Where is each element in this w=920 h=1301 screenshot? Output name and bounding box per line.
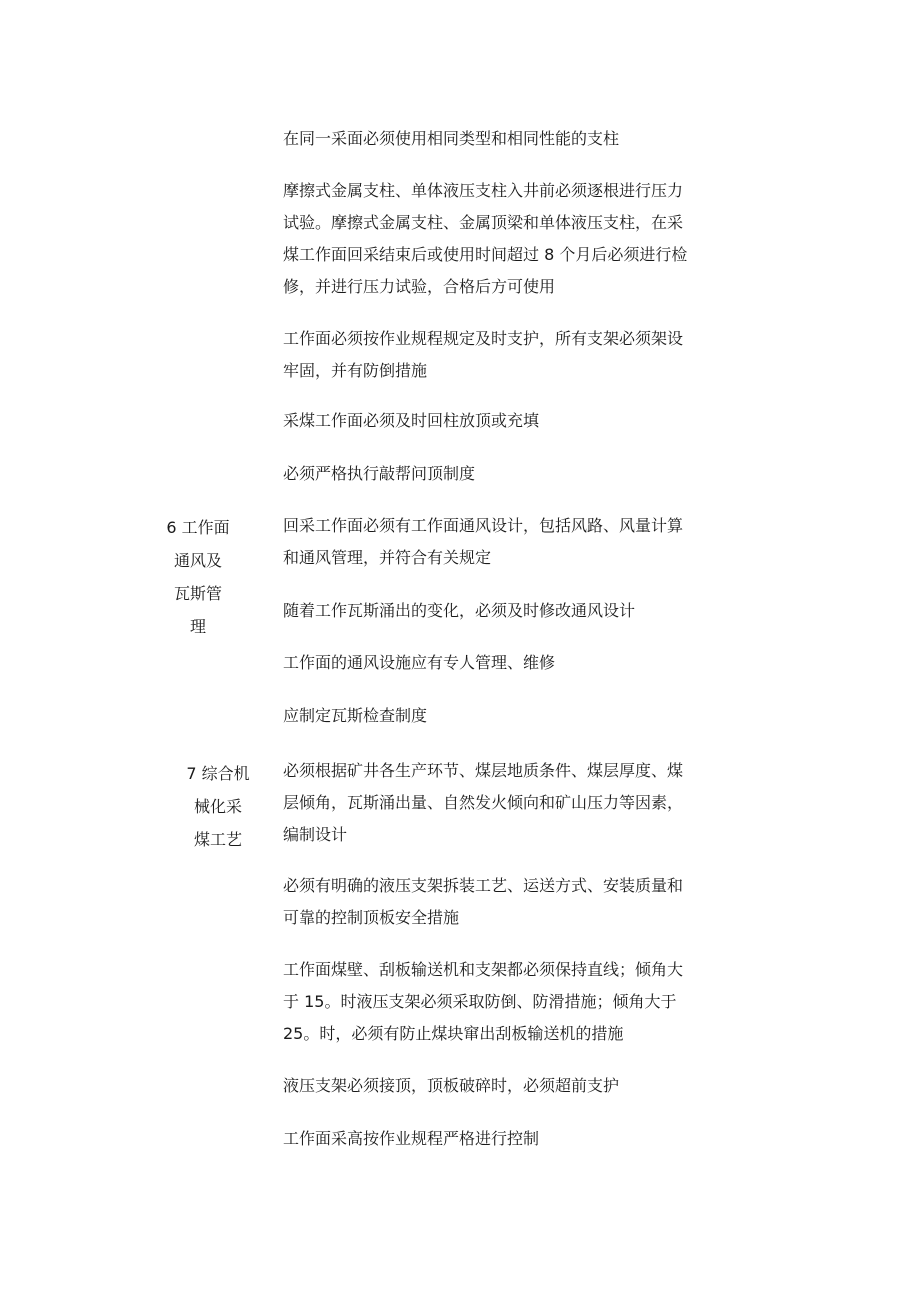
label-line: 械化采: [193, 797, 242, 816]
section-6-paragraph: [283, 510, 713, 574]
label-line: 理: [189, 617, 206, 636]
requirement-paragraph: [283, 123, 713, 155]
section-6-paragraph: [283, 647, 713, 679]
text-line: 煤工作面回采结束后或使用时间超过 8 个月后必须进行检: [283, 245, 688, 264]
text-line: 液压支架必须接顶，顶板破碎时，必须超前支护: [283, 1076, 620, 1095]
text-line: 必须根据矿井各生产环节、煤层地质条件、煤层厚度、煤: [283, 761, 684, 780]
text-line: 层倾角，瓦斯涌出量、自然发火倾向和矿山压力等因素，: [283, 793, 684, 812]
text-line: 在同一采面必须使用相同类型和相同性能的支柱: [283, 129, 620, 148]
section-7-paragraph: [283, 870, 713, 934]
section-6-paragraph: [283, 700, 713, 732]
label-line: 煤工艺: [193, 830, 242, 849]
section-7-paragraph: [283, 954, 713, 1050]
text-line: 工作面的通风设施应有专人管理、维修: [283, 653, 556, 672]
section-7-label: [163, 757, 273, 856]
section-6-label: [143, 511, 253, 643]
text-line: 回采工作面必须有工作面通风设计，包括风路、风量计算: [283, 516, 684, 535]
text-line: 必须有明确的液压支架拆装工艺、运送方式、安装质量和: [283, 876, 684, 895]
text-line: 必须严格执行敲帮问顶制度: [283, 464, 476, 483]
label-line: 通风及: [173, 551, 222, 570]
requirement-paragraph: [283, 175, 713, 303]
text-line: 摩擦式金属支柱、单体液压支柱入井前必须逐根进行压力: [283, 181, 684, 200]
text-line: 于 15。时液压支架必须采取防倒、防滑措施；倾角大于: [283, 992, 677, 1011]
text-line: 工作面煤壁、刮板输送机和支架都必须保持直线；倾角大: [283, 960, 684, 979]
text-line: 工作面采高按作业规程严格进行控制: [283, 1129, 540, 1148]
requirement-paragraph: [283, 323, 713, 387]
text-line: 应制定瓦斯检查制度: [283, 706, 428, 725]
text-line: 25。时，必须有防止煤块窜出刮板输送机的措施: [283, 1024, 624, 1043]
text-line: 可靠的控制顶板安全措施: [283, 908, 460, 927]
section-7-paragraph: [283, 1070, 713, 1102]
requirement-paragraph: [283, 405, 713, 437]
section-6-paragraph: [283, 595, 713, 627]
text-line: 采煤工作面必须及时回柱放顶或充填: [283, 411, 540, 430]
text-line: 随着工作瓦斯涌出的变化，必须及时修改通风设计: [283, 601, 636, 620]
text-line: 工作面必须按作业规程规定及时支护，所有支架必须架设: [283, 329, 684, 348]
text-line: 修，并进行压力试验，合格后方可使用: [283, 277, 556, 296]
section-7-paragraph: [283, 1123, 713, 1155]
label-line: 瓦斯管: [173, 584, 222, 603]
text-line: 编制设计: [283, 825, 348, 844]
requirement-paragraph: [283, 458, 713, 490]
text-line: 试验。摩擦式金属支柱、金属顶梁和单体液压支柱，在采: [283, 213, 684, 232]
text-line: 牢固，并有防倒措施: [283, 361, 428, 380]
section-7-paragraph: [283, 755, 713, 851]
text-line: 和通风管理，并符合有关规定: [283, 548, 492, 567]
label-line: 7 综合机: [186, 764, 250, 783]
label-line: 6 工作面: [166, 518, 230, 537]
